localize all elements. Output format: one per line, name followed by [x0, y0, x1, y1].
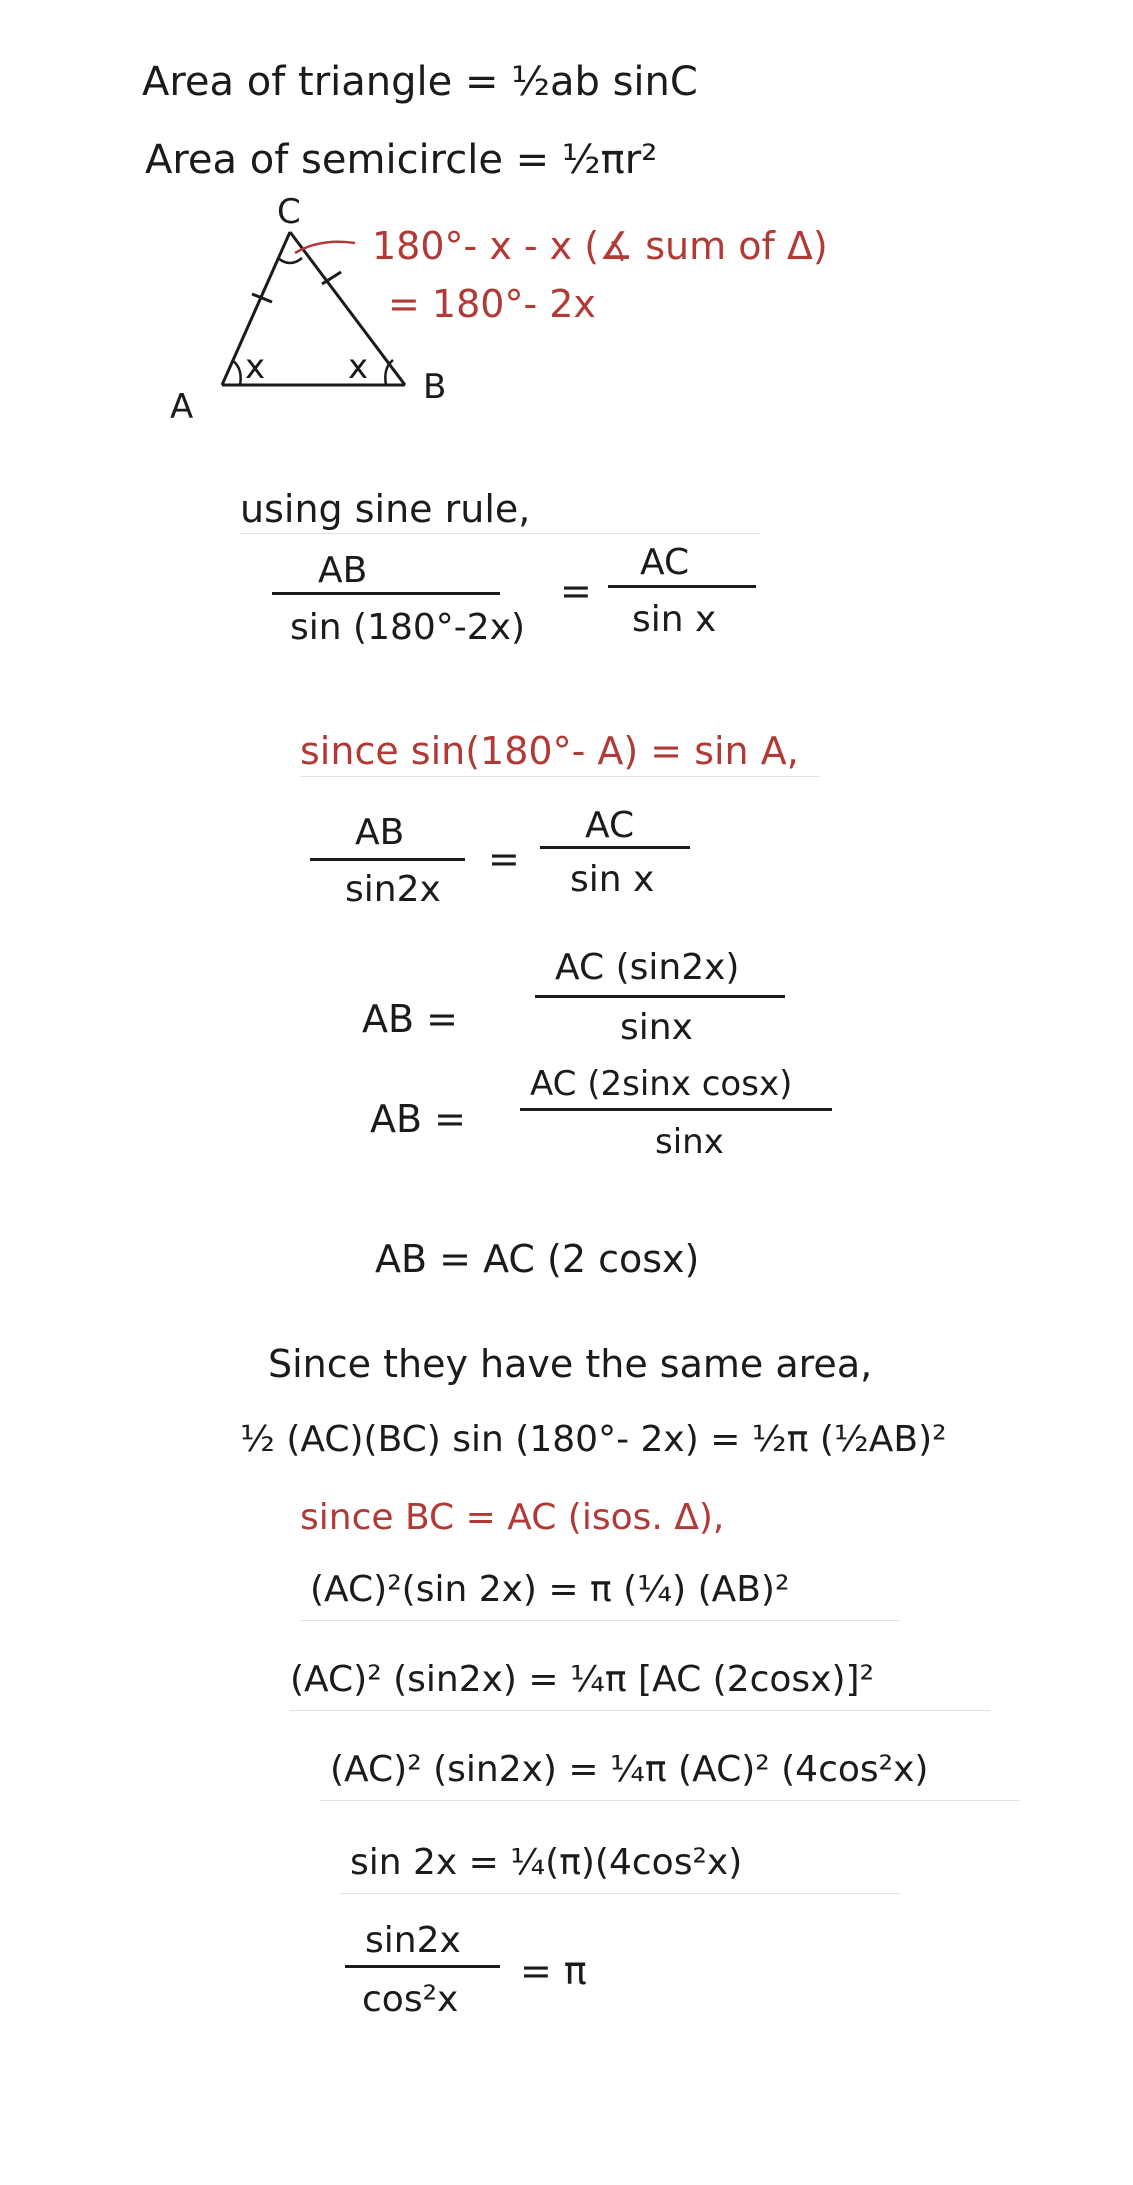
- triangle-area-formula: Area of triangle = ½ab sinC: [142, 59, 698, 105]
- sine-rule-intro: using sine rule,: [240, 487, 531, 531]
- s5-equation: AB = AC (2 cosx): [375, 1237, 700, 1281]
- s11-rhs: = π: [520, 1949, 587, 1993]
- s11-fraction-bar: [345, 1965, 500, 1968]
- s3-denominator: sinx: [620, 1007, 693, 1048]
- s1-left-numerator: AB: [318, 550, 368, 591]
- s2-left-numerator: AB: [355, 812, 405, 853]
- angle-b-arc: [385, 360, 393, 385]
- ruled-line: [340, 1893, 900, 1894]
- angle-a-label: x: [245, 347, 266, 387]
- s10-equation: sin 2x = ¼(π)(4cos²x): [350, 1842, 743, 1883]
- s7-equation: (AC)²(sin 2x) = π (¼) (AB)²: [310, 1569, 790, 1610]
- s11-denominator: cos²x: [362, 1979, 459, 2020]
- apex-angle-note: 180°- x - x (∡ sum of Δ): [372, 224, 828, 268]
- ruled-line: [290, 1710, 990, 1711]
- s2-left-denominator: sin2x: [345, 869, 441, 910]
- s2-equals: =: [488, 837, 520, 881]
- s2-right-denominator: sin x: [570, 859, 655, 900]
- identity-note: since sin(180°- A) = sin A,: [300, 729, 799, 773]
- ruled-line: [240, 533, 760, 534]
- s2-left-fraction-bar: [310, 858, 465, 861]
- s1-equals: =: [560, 569, 592, 613]
- same-area-statement: Since they have the same area,: [268, 1342, 873, 1386]
- isosceles-note: since BC = AC (isos. Δ),: [300, 1497, 725, 1538]
- semicircle-area-formula: Area of semicircle = ½πr²: [145, 137, 658, 183]
- vertex-b-label: B: [423, 367, 447, 407]
- s4-fraction-bar: [520, 1108, 832, 1111]
- angle-a-arc: [232, 360, 241, 385]
- s4-denominator: sinx: [655, 1122, 724, 1162]
- s1-left-denominator: sin (180°-2x): [290, 607, 526, 648]
- s3-numerator: AC (sin2x): [555, 947, 740, 988]
- s4-numerator: AC (2sinx cosx): [530, 1064, 793, 1104]
- vertex-c-label: C: [277, 192, 301, 232]
- ruled-line: [320, 1800, 1020, 1801]
- s1-right-denominator: sin x: [632, 599, 717, 640]
- ruled-line: [300, 776, 820, 777]
- s8-equation: (AC)² (sin2x) = ¼π [AC (2cosx)]²: [290, 1659, 874, 1700]
- s9-equation: (AC)² (sin2x) = ¼π (AC)² (4cos²x): [330, 1749, 929, 1790]
- angle-c-arc: [278, 258, 302, 263]
- s2-right-fraction-bar: [540, 846, 690, 849]
- angle-b-label: x: [348, 347, 369, 387]
- s11-numerator: sin2x: [365, 1920, 461, 1961]
- vertex-a-label: A: [170, 387, 194, 427]
- s1-right-numerator: AC: [640, 542, 690, 583]
- ruled-line: [300, 1620, 900, 1621]
- s3-fraction-bar: [535, 995, 785, 998]
- s1-left-fraction-bar: [272, 592, 500, 595]
- s3-lhs: AB =: [362, 997, 458, 1041]
- s4-lhs: AB =: [370, 1097, 466, 1141]
- s6-equation: ½ (AC)(BC) sin (180°- 2x) = ½π (½AB)²: [240, 1419, 947, 1460]
- apex-angle-result: = 180°- 2x: [388, 282, 596, 326]
- s2-right-numerator: AC: [585, 805, 635, 846]
- s1-right-fraction-bar: [608, 585, 756, 588]
